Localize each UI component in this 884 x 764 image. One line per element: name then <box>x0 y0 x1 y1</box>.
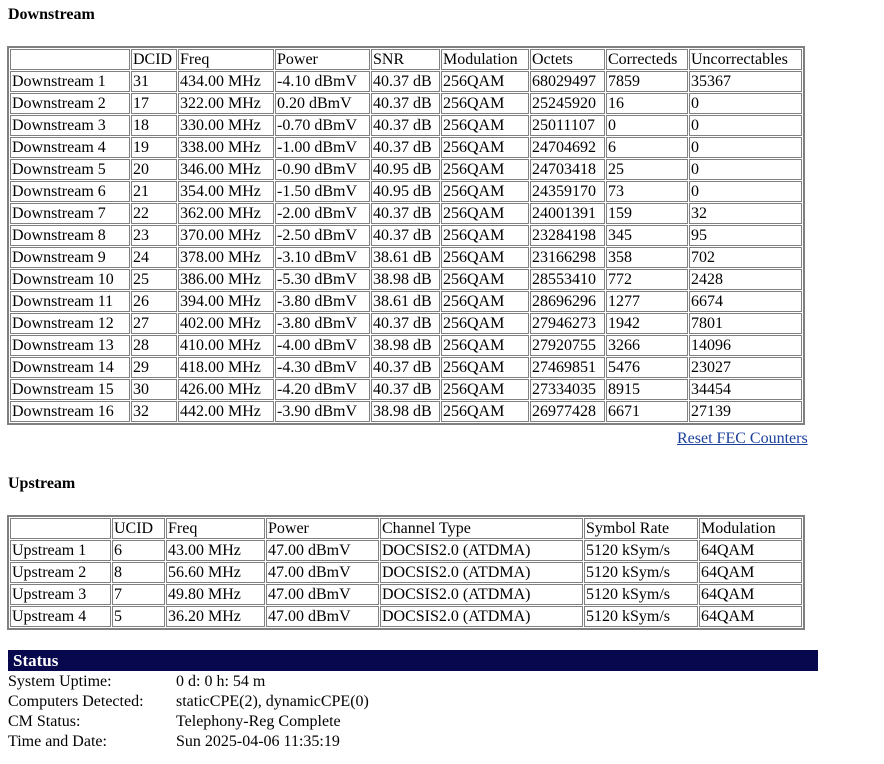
table-cell: 26 <box>131 291 177 312</box>
table-cell: 14096 <box>689 335 802 356</box>
table-row <box>10 313 802 334</box>
table-cell: -0.90 dBmV <box>275 159 370 180</box>
table-cell: 40.37 dB <box>371 93 440 114</box>
table-cell: 28553410 <box>530 269 605 290</box>
table-cell: 64QAM <box>699 584 802 605</box>
table-cell: 5120 kSym/s <box>584 606 698 627</box>
table-cell: -0.70 dBmV <box>275 115 370 136</box>
table-row <box>10 269 802 290</box>
table-cell: 702 <box>689 247 802 268</box>
status-value: staticCPE(2), dynamicCPE(0) <box>176 693 369 710</box>
status-row <box>8 712 369 732</box>
table-cell: 378.00 MHz <box>178 247 274 268</box>
table-cell: 5120 kSym/s <box>584 584 698 605</box>
table-cell: 40.37 dB <box>371 379 440 400</box>
table-row <box>10 225 802 246</box>
table-cell: 40.37 dB <box>371 225 440 246</box>
table-row <box>10 203 802 224</box>
status-label: Computers Detected: <box>8 693 144 710</box>
table-cell: 27946273 <box>530 313 605 334</box>
table-cell: -4.20 dBmV <box>275 379 370 400</box>
table-cell: 31 <box>131 71 177 92</box>
table-row <box>10 181 802 202</box>
table-cell: 40.37 dB <box>371 137 440 158</box>
table-cell: 29 <box>131 357 177 378</box>
table-cell: 322.00 MHz <box>178 93 274 114</box>
table-cell: DOCSIS2.0 (ATDMA) <box>380 540 583 561</box>
table-cell: 0.20 dBmV <box>275 93 370 114</box>
table-cell: 34454 <box>689 379 802 400</box>
column-header: Power <box>266 518 379 539</box>
table-cell: Downstream 5 <box>10 159 130 180</box>
table-cell: 7801 <box>689 313 802 334</box>
table-cell: 27 <box>131 313 177 334</box>
table-cell: 24703418 <box>530 159 605 180</box>
table-cell: Downstream 16 <box>10 401 130 422</box>
table-cell: 358 <box>606 247 688 268</box>
table-cell: 40.95 dB <box>371 159 440 180</box>
table-cell: 95 <box>689 225 802 246</box>
table-cell: 25011107 <box>530 115 605 136</box>
table-cell: 18 <box>131 115 177 136</box>
table-cell: 330.00 MHz <box>178 115 274 136</box>
table-cell: 256QAM <box>441 335 529 356</box>
table-cell: 5 <box>112 606 165 627</box>
column-header: Power <box>275 49 370 70</box>
table-cell: 0 <box>689 115 802 136</box>
column-header: Modulation <box>699 518 802 539</box>
table-cell: Downstream 1 <box>10 71 130 92</box>
table-cell: 346.00 MHz <box>178 159 274 180</box>
table-cell: 25 <box>606 159 688 180</box>
status-value: Sun 2025-04-06 11:35:19 <box>176 733 340 750</box>
table-cell: 16 <box>606 93 688 114</box>
table-cell: 6 <box>606 137 688 158</box>
table-row <box>10 291 802 312</box>
table-cell: 6674 <box>689 291 802 312</box>
column-header: SNR <box>371 49 440 70</box>
table-cell: 8915 <box>606 379 688 400</box>
table-cell: -5.30 dBmV <box>275 269 370 290</box>
status-label: CM Status: <box>8 713 81 730</box>
table-cell: 27920755 <box>530 335 605 356</box>
table-cell: 338.00 MHz <box>178 137 274 158</box>
table-cell: Downstream 7 <box>10 203 130 224</box>
table-cell: 27469851 <box>530 357 605 378</box>
status-value: Telephony-Reg Complete <box>176 713 341 730</box>
table-cell: 40.37 dB <box>371 115 440 136</box>
table-cell: 38.98 dB <box>371 335 440 356</box>
column-header: Channel Type <box>380 518 583 539</box>
table-cell: Downstream 2 <box>10 93 130 114</box>
table-cell: 38.61 dB <box>371 247 440 268</box>
table-cell: 256QAM <box>441 93 529 114</box>
table-cell: 394.00 MHz <box>178 291 274 312</box>
table-cell: 22 <box>131 203 177 224</box>
table-cell: Upstream 2 <box>10 562 111 583</box>
table-row <box>10 379 802 400</box>
table-cell: 0 <box>689 181 802 202</box>
upstream-header-row <box>10 518 802 539</box>
table-row <box>10 562 802 583</box>
table-cell: 256QAM <box>441 357 529 378</box>
table-cell: 418.00 MHz <box>178 357 274 378</box>
table-cell: 32 <box>689 203 802 224</box>
table-row <box>10 93 802 114</box>
column-header: Symbol Rate <box>584 518 698 539</box>
column-header: Modulation <box>441 49 529 70</box>
table-cell: 24 <box>131 247 177 268</box>
table-row <box>10 335 802 356</box>
table-cell: 24001391 <box>530 203 605 224</box>
downstream-header-row <box>10 49 802 70</box>
table-cell: 0 <box>689 159 802 180</box>
table-cell: -3.90 dBmV <box>275 401 370 422</box>
table-cell: 434.00 MHz <box>178 71 274 92</box>
table-row <box>10 401 802 422</box>
table-cell: 25 <box>131 269 177 290</box>
table-cell: 32 <box>131 401 177 422</box>
table-cell: 47.00 dBmV <box>266 584 379 605</box>
table-cell: 256QAM <box>441 115 529 136</box>
table-cell: 256QAM <box>441 379 529 400</box>
table-cell: 1277 <box>606 291 688 312</box>
table-cell: 24359170 <box>530 181 605 202</box>
column-header <box>10 518 111 539</box>
table-cell: 362.00 MHz <box>178 203 274 224</box>
table-cell: 35367 <box>689 71 802 92</box>
table-cell: 26977428 <box>530 401 605 422</box>
table-cell: -2.50 dBmV <box>275 225 370 246</box>
table-cell: -4.30 dBmV <box>275 357 370 378</box>
table-cell: 6 <box>112 540 165 561</box>
table-cell: -1.00 dBmV <box>275 137 370 158</box>
table-cell: Downstream 13 <box>10 335 130 356</box>
reset-fec-counters-link[interactable]: Reset FEC Counters <box>677 430 808 447</box>
column-header: Freq <box>178 49 274 70</box>
table-row <box>10 584 802 605</box>
table-cell: 56.60 MHz <box>166 562 265 583</box>
table-cell: 73 <box>606 181 688 202</box>
table-cell: 24704692 <box>530 137 605 158</box>
upstream-table <box>7 515 805 630</box>
table-cell: 159 <box>606 203 688 224</box>
table-row <box>10 159 802 180</box>
upstream-title: Upstream <box>8 475 76 492</box>
table-cell: Downstream 11 <box>10 291 130 312</box>
table-cell: 256QAM <box>441 71 529 92</box>
table-cell: 410.00 MHz <box>178 335 274 356</box>
table-cell: 256QAM <box>441 203 529 224</box>
status-label: System Uptime: <box>8 673 112 690</box>
table-cell: 49.80 MHz <box>166 584 265 605</box>
column-header: Octets <box>530 49 605 70</box>
table-row <box>10 71 802 92</box>
table-cell: Downstream 6 <box>10 181 130 202</box>
table-cell: 40.37 dB <box>371 71 440 92</box>
table-cell: Downstream 14 <box>10 357 130 378</box>
table-cell: -4.00 dBmV <box>275 335 370 356</box>
table-cell: 1942 <box>606 313 688 334</box>
table-cell: 40.95 dB <box>371 181 440 202</box>
table-cell: 0 <box>689 93 802 114</box>
table-cell: 30 <box>131 379 177 400</box>
table-cell: Downstream 15 <box>10 379 130 400</box>
table-cell: 7859 <box>606 71 688 92</box>
table-cell: 40.37 dB <box>371 357 440 378</box>
table-cell: 27139 <box>689 401 802 422</box>
table-row <box>10 357 802 378</box>
table-cell: 64QAM <box>699 562 802 583</box>
table-cell: DOCSIS2.0 (ATDMA) <box>380 562 583 583</box>
table-cell: DOCSIS2.0 (ATDMA) <box>380 606 583 627</box>
table-cell: 5120 kSym/s <box>584 540 698 561</box>
table-cell: 28 <box>131 335 177 356</box>
table-cell: 2428 <box>689 269 802 290</box>
status-header: Status <box>8 650 818 671</box>
table-cell: 256QAM <box>441 401 529 422</box>
table-cell: 43.00 MHz <box>166 540 265 561</box>
table-cell: -3.10 dBmV <box>275 247 370 268</box>
table-cell: 27334035 <box>530 379 605 400</box>
table-row <box>10 137 802 158</box>
downstream-title: Downstream <box>8 6 95 23</box>
table-cell: 426.00 MHz <box>178 379 274 400</box>
table-cell: 19 <box>131 137 177 158</box>
status-value: 0 d: 0 h: 54 m <box>176 673 266 690</box>
table-cell: 256QAM <box>441 225 529 246</box>
table-cell: 17 <box>131 93 177 114</box>
table-cell: Downstream 10 <box>10 269 130 290</box>
table-cell: Downstream 4 <box>10 137 130 158</box>
table-cell: 21 <box>131 181 177 202</box>
table-cell: Upstream 1 <box>10 540 111 561</box>
table-cell: 38.98 dB <box>371 269 440 290</box>
table-cell: 5476 <box>606 357 688 378</box>
table-cell: 8 <box>112 562 165 583</box>
table-cell: 442.00 MHz <box>178 401 274 422</box>
table-cell: 64QAM <box>699 540 802 561</box>
column-header: Correcteds <box>606 49 688 70</box>
table-cell: 20 <box>131 159 177 180</box>
table-cell: 47.00 dBmV <box>266 606 379 627</box>
table-cell: 256QAM <box>441 313 529 334</box>
table-cell: 256QAM <box>441 247 529 268</box>
table-cell: 256QAM <box>441 181 529 202</box>
table-cell: 28696296 <box>530 291 605 312</box>
table-cell: 3266 <box>606 335 688 356</box>
table-cell: 40.37 dB <box>371 203 440 224</box>
table-cell: DOCSIS2.0 (ATDMA) <box>380 584 583 605</box>
table-cell: 23027 <box>689 357 802 378</box>
table-cell: 0 <box>606 115 688 136</box>
table-cell: 256QAM <box>441 291 529 312</box>
table-cell: 47.00 dBmV <box>266 562 379 583</box>
column-header: Freq <box>166 518 265 539</box>
column-header <box>10 49 130 70</box>
status-row <box>8 692 369 712</box>
table-cell: 256QAM <box>441 159 529 180</box>
table-row <box>10 115 802 136</box>
table-cell: 402.00 MHz <box>178 313 274 334</box>
table-row <box>10 540 802 561</box>
table-cell: 68029497 <box>530 71 605 92</box>
status-label: Time and Date: <box>8 733 107 750</box>
table-cell: 25245920 <box>530 93 605 114</box>
table-cell: 256QAM <box>441 269 529 290</box>
downstream-table <box>7 46 805 425</box>
table-cell: Downstream 9 <box>10 247 130 268</box>
table-cell: 64QAM <box>699 606 802 627</box>
table-cell: Upstream 3 <box>10 584 111 605</box>
table-cell: 23 <box>131 225 177 246</box>
table-cell: 36.20 MHz <box>166 606 265 627</box>
table-cell: -1.50 dBmV <box>275 181 370 202</box>
table-cell: -2.00 dBmV <box>275 203 370 224</box>
table-cell: 38.61 dB <box>371 291 440 312</box>
table-cell: 354.00 MHz <box>178 181 274 202</box>
table-cell: 256QAM <box>441 137 529 158</box>
table-cell: 38.98 dB <box>371 401 440 422</box>
table-cell: Downstream 12 <box>10 313 130 334</box>
table-cell: Downstream 8 <box>10 225 130 246</box>
table-row <box>10 247 802 268</box>
table-row <box>10 606 802 627</box>
table-cell: 6671 <box>606 401 688 422</box>
status-row <box>8 732 369 752</box>
table-cell: 345 <box>606 225 688 246</box>
status-table <box>8 672 369 752</box>
column-header: UCID <box>112 518 165 539</box>
table-cell: Downstream 3 <box>10 115 130 136</box>
status-row <box>8 672 369 692</box>
table-cell: 23284198 <box>530 225 605 246</box>
table-cell: 5120 kSym/s <box>584 562 698 583</box>
table-cell: 772 <box>606 269 688 290</box>
column-header: DCID <box>131 49 177 70</box>
table-cell: 40.37 dB <box>371 313 440 334</box>
column-header: Uncorrectables <box>689 49 802 70</box>
table-cell: -3.80 dBmV <box>275 313 370 334</box>
table-cell: Upstream 4 <box>10 606 111 627</box>
table-cell: 23166298 <box>530 247 605 268</box>
table-cell: 47.00 dBmV <box>266 540 379 561</box>
table-cell: -4.10 dBmV <box>275 71 370 92</box>
table-cell: 0 <box>689 137 802 158</box>
table-cell: 370.00 MHz <box>178 225 274 246</box>
table-cell: 7 <box>112 584 165 605</box>
table-cell: 386.00 MHz <box>178 269 274 290</box>
table-cell: -3.80 dBmV <box>275 291 370 312</box>
